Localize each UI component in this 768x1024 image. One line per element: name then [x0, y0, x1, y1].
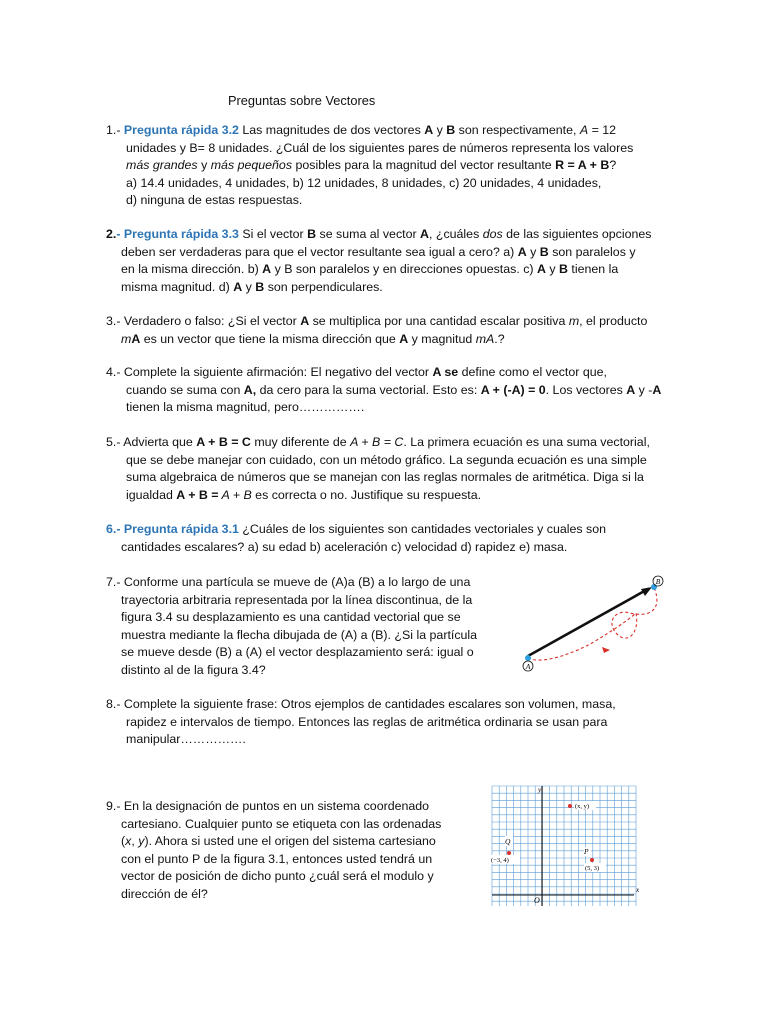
- grid-lines: [492, 786, 636, 906]
- cartesian-grid-figure: [490, 784, 644, 910]
- point-p: [590, 858, 594, 862]
- question-number: 6.-: [106, 522, 121, 536]
- point-p-label: P: [584, 847, 589, 856]
- displacement-arrowhead: [641, 587, 652, 596]
- question-number: 2.: [106, 227, 117, 241]
- trajectory-arrowhead: [602, 647, 610, 653]
- dashed-trajectory: [528, 587, 657, 660]
- origin-label: O: [534, 896, 540, 905]
- point-xy: [568, 804, 572, 808]
- point-p-coords: (5, 3): [585, 865, 600, 872]
- point-xy-label: (x, y): [575, 803, 590, 810]
- y-axis-label: y: [538, 786, 542, 794]
- question-4: 4.- Complete la siguiente afirmación: El negativo del vector A se define como el vector que, cuando se suma con A, da cero para la suma vectorial. Esto es: A + (-A) = 0. Los vectores A y -A tienen la misma magnitud, pero…………….: [106, 365, 662, 415]
- point-a-marker: [525, 655, 531, 661]
- question-7: 7.- Conforme una partícula se mueve de (A)a (B) a lo largo de una trayectoria arbitraria representada por la línea discontinua, de la figura 3.4 su desplazamiento es una cantidad vectorial que se muestra mediante la flecha dibujada de (A) a (B). ¿Si la partícula se mueve desde (B) a (A) el vector desplazamiento será: igual o distinto al de la figura 3.4?: [106, 575, 478, 677]
- point-q-label: Q: [505, 837, 511, 846]
- quick-question-tag: Pregunta rápida 3.2: [123, 123, 239, 137]
- point-a-label: A: [525, 662, 531, 671]
- question-2: 2.- Pregunta rápida 3.3 Si el vector B se suma al vector A, ¿cuáles dos de las siguientes opciones deben ser verdaderas para que el vector resultante sea igual a cero? a) A y B son paralelos y en la misma dirección. b) A y B son paralelos y en direcciones opuestas. c) A y B tienen la misma magnitud. d) A y B son perpendiculares.: [106, 227, 652, 294]
- question-6: 6.- Pregunta rápida 3.1 ¿Cuáles de los siguientes son cantidades vectoriales y cuales son cantidades escalares? a) su edad b) aceleración c) velocidad d) rapidez e) masa.: [106, 522, 607, 554]
- page-title: Preguntas sobre Vectores: [228, 93, 376, 108]
- point-q-coords: (−3, 4): [491, 857, 509, 864]
- question-number: 1.-: [106, 123, 121, 137]
- question-8: 8.- Complete la siguiente frase: Otros ejemplos de cantidades escalares son volumen, masa, rapidez e intervalos de tiempo. Entonces las reglas de aritmética ordinaria se usan para manipular…………….: [106, 697, 616, 747]
- question-3: 3.- Verdadero o falso: ¿Si el vector A se multiplica por una cantidad escalar positiva m, el producto mA es un vector que tiene la misma dirección que A y magnitud mA.?: [106, 314, 648, 346]
- question-5: 5.- Advierta que A + B = C muy diferente de A + B = C. La primera ecuación es una suma vectorial, que se debe manejar con cuidado, con un método gráfico. La segunda ecuación es una simple suma algebraica de números que se manejan con las reglas normales de aritmética. Diga si la igualdad A + B = A + B es correcta o no. Justifique su respuesta.: [106, 435, 650, 502]
- displacement-arrow: [528, 589, 648, 656]
- point-q: [507, 851, 511, 855]
- quick-question-tag: Pregunta rápida 3.1: [120, 522, 239, 536]
- question-9: 9.- En la designación de puntos en un sistema coordenado cartesiano. Cualquier punto se etiqueta con las ordenadas (x, y). Ahora si usted une el origen del sistema cartesiano con el punto P de la figura 3.1, entonces usted tendrá un vector de posición de dicho punto ¿cuál será el modulo y dirección de él?: [106, 799, 442, 901]
- displacement-figure: [512, 573, 668, 673]
- quick-question-tag: - Pregunta rápida 3.3: [116, 227, 239, 241]
- question-1: 1.- Pregunta rápida 3.2 Las magnitudes de dos vectores A y B son respectivamente, A = 12 unidades y B= 8 unidades. ¿Cuál de los siguientes pares de números representa los valores más grandes y más pequeños posibles para la magnitud del vector resultante R = A + B? a) 14.4 unidades, 4 unidades, b) 12 unidades, 8 unidades, c) 20 unidades, 4 unidades, d) ninguna de estas respuestas.: [106, 123, 634, 208]
- x-axis-label: x: [636, 886, 640, 894]
- point-b-label: B: [655, 577, 661, 586]
